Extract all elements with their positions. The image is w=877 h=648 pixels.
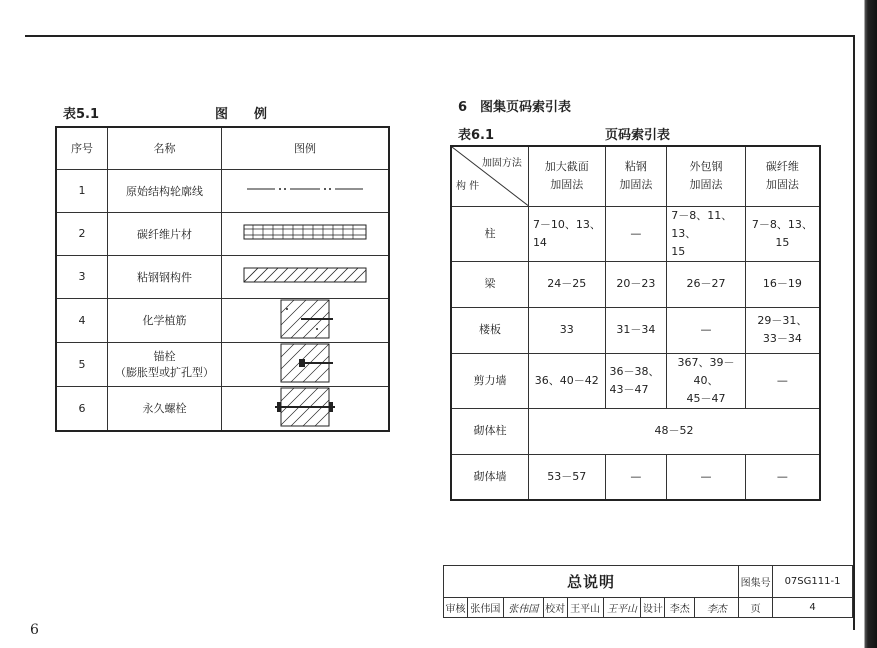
method-header-line1: 加大截面 bbox=[544, 160, 589, 174]
title-block-row-bottom bbox=[444, 598, 853, 618]
reviewer-name: 张伟国 bbox=[467, 598, 503, 618]
method-header bbox=[667, 146, 746, 206]
legend-name: 粘钢钢构件 bbox=[108, 255, 222, 298]
index-header-row bbox=[451, 146, 820, 206]
check-label: 校对 bbox=[543, 598, 567, 618]
page-range-merged-cell: 48－52 bbox=[528, 408, 820, 454]
method-header-line2: 加固法 bbox=[619, 178, 653, 192]
page-range-line: 36－38、 bbox=[609, 364, 660, 378]
page-range-cell: 20－23 bbox=[605, 261, 667, 307]
permanent-bolt-symbol bbox=[221, 386, 389, 431]
page-range-cell bbox=[745, 307, 820, 353]
method-header-line2: 加固法 bbox=[765, 178, 799, 192]
method-header bbox=[605, 146, 667, 206]
legend-header-row bbox=[56, 127, 389, 169]
drawing-title: 总说明 bbox=[444, 566, 739, 598]
page-range-cell: — bbox=[667, 454, 746, 500]
chemical-rebar-symbol bbox=[221, 298, 389, 342]
table-row bbox=[56, 298, 389, 342]
index-caption-number: 表6.1 bbox=[458, 128, 495, 143]
corner-method-label: 加固方法 bbox=[481, 158, 522, 169]
page-range-line: 14 bbox=[532, 235, 547, 249]
legend-no: 2 bbox=[56, 212, 108, 255]
anchor-bolt-symbol bbox=[221, 342, 389, 386]
table-row bbox=[451, 353, 820, 408]
method-header-line1: 粘钢 bbox=[624, 160, 647, 174]
page-range-cell: — bbox=[605, 206, 667, 261]
title-block-row-top bbox=[444, 566, 853, 598]
designer-signature: 李杰 bbox=[695, 598, 739, 618]
legend-name: 锚栓 bbox=[153, 350, 176, 363]
designer-name: 李杰 bbox=[665, 598, 695, 618]
legend-no: 5 bbox=[56, 342, 108, 386]
legend-name: 碳纤维片材 bbox=[108, 212, 222, 255]
legend-header-no: 序号 bbox=[56, 127, 108, 169]
table-row bbox=[451, 261, 820, 307]
method-header-line2: 加固法 bbox=[689, 178, 723, 192]
method-header-line1: 碳纤维 bbox=[765, 160, 799, 174]
design-label: 设计 bbox=[641, 598, 665, 618]
carbon-fiber-symbol bbox=[221, 212, 389, 255]
checker-signature: 王平山 bbox=[603, 598, 641, 618]
page-range-cell: 33 bbox=[528, 307, 605, 353]
table-row bbox=[56, 169, 389, 212]
index-caption-title: 页码索引表 bbox=[605, 128, 671, 143]
legend-table bbox=[55, 126, 390, 432]
legend-no: 4 bbox=[56, 298, 108, 342]
page-range-line: 7－8、11、13、 bbox=[671, 208, 733, 240]
legend-caption-number: 表5.1 bbox=[63, 107, 100, 122]
page-range-line: 7－10、13、 bbox=[532, 217, 601, 231]
bonded-steel-symbol bbox=[221, 255, 389, 298]
frame-right-border bbox=[853, 35, 855, 630]
legend-header-symbol: 图例 bbox=[221, 127, 389, 169]
method-header bbox=[528, 146, 605, 206]
legend-name: 化学植筋 bbox=[108, 298, 222, 342]
review-label: 审核 bbox=[444, 598, 468, 618]
page-range-line: 367、39－40、 bbox=[677, 355, 735, 387]
member-name: 柱 bbox=[451, 206, 528, 261]
table-row bbox=[56, 255, 389, 298]
legend-no: 1 bbox=[56, 169, 108, 212]
table-row bbox=[56, 342, 389, 386]
legend-name: 原始结构轮廓线 bbox=[108, 169, 222, 212]
page-range-cell: 16－19 bbox=[745, 261, 820, 307]
page-range-cell: 31－34 bbox=[605, 307, 667, 353]
page-range-cell: 26－27 bbox=[667, 261, 746, 307]
page-range-line: 29－31、 bbox=[757, 314, 808, 327]
legend-name-multiline bbox=[108, 342, 222, 386]
reviewer-signature: 张伟国 bbox=[503, 598, 543, 618]
member-name: 砌体柱 bbox=[451, 408, 528, 454]
page-index-table bbox=[450, 145, 821, 501]
atlas-number: 07SG111-1 bbox=[773, 566, 853, 598]
index-section-title: 6 图集页码索引表 bbox=[458, 100, 572, 115]
page-number: 6 bbox=[30, 622, 39, 638]
page-range-cell: — bbox=[745, 353, 820, 408]
table-row bbox=[451, 454, 820, 500]
page-range-cell: 53－57 bbox=[528, 454, 605, 500]
atlas-number-label: 图集号 bbox=[739, 566, 773, 598]
page-range-line: 15 bbox=[671, 244, 686, 258]
page-range-cell: — bbox=[667, 307, 746, 353]
method-header-line1: 外包钢 bbox=[689, 160, 723, 174]
legend-name-note: （膨胀型或扩孔型） bbox=[115, 366, 214, 379]
member-name: 楼板 bbox=[451, 307, 528, 353]
frame-top-border bbox=[25, 35, 855, 37]
page-range-cell: 36、40－42 bbox=[528, 353, 605, 408]
title-block bbox=[443, 565, 853, 618]
index-corner-cell bbox=[451, 146, 528, 206]
page-range-cell bbox=[667, 206, 746, 261]
page-value: 4 bbox=[773, 598, 853, 618]
page-range-cell: — bbox=[745, 454, 820, 500]
page-label: 页 bbox=[739, 598, 773, 618]
page-range-line: 45－47 bbox=[686, 391, 726, 405]
table-row bbox=[56, 212, 389, 255]
method-header-line2: 加固法 bbox=[550, 178, 584, 192]
table-row bbox=[56, 386, 389, 431]
page-range-cell bbox=[528, 206, 605, 261]
member-name: 剪力墙 bbox=[451, 353, 528, 408]
table-row bbox=[451, 307, 820, 353]
method-header bbox=[745, 146, 820, 206]
table-row bbox=[451, 206, 820, 261]
original-outline-symbol bbox=[221, 169, 389, 212]
table-row bbox=[451, 408, 820, 454]
page-range-line: 33－34 bbox=[762, 332, 802, 345]
legend-no: 3 bbox=[56, 255, 108, 298]
member-name: 梁 bbox=[451, 261, 528, 307]
corner-member-label: 构 件 bbox=[456, 180, 480, 192]
page-range-cell bbox=[667, 353, 746, 408]
page-range-cell: 24－25 bbox=[528, 261, 605, 307]
page-range-cell: — bbox=[605, 454, 667, 500]
page-range-cell bbox=[605, 353, 667, 408]
legend-header-name: 名称 bbox=[108, 127, 222, 169]
page-range-line: 43－47 bbox=[609, 382, 649, 396]
member-name: 砌体墙 bbox=[451, 454, 528, 500]
scan-edge bbox=[862, 0, 877, 648]
legend-no: 6 bbox=[56, 386, 108, 431]
page-range-cell: 7－8、13、15 bbox=[745, 206, 820, 261]
checker-name: 王平山 bbox=[567, 598, 603, 618]
legend-name: 永久螺栓 bbox=[108, 386, 222, 431]
legend-caption-title: 图 例 bbox=[215, 107, 268, 122]
